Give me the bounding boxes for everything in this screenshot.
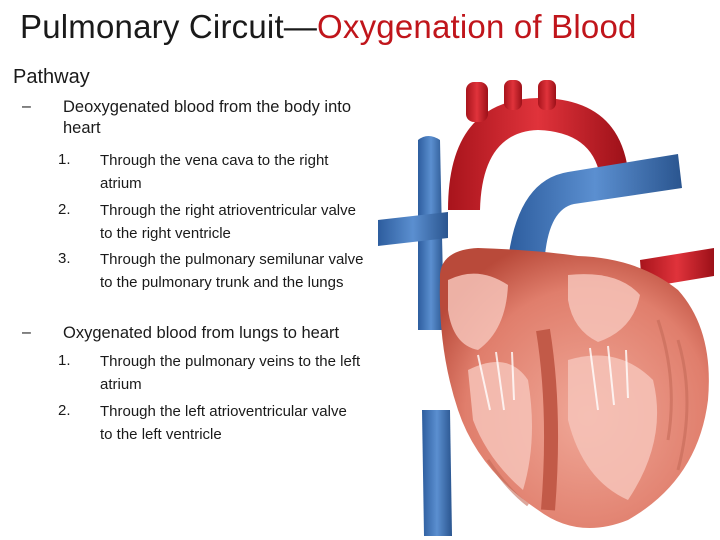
step-number: 1. <box>58 151 71 168</box>
step-number: 3. <box>58 250 71 267</box>
step-text: Through the pulmonary semilunar valve to the pulmonary trunk and the lungs <box>100 251 364 291</box>
aortic-branch <box>538 80 556 110</box>
step-text: Through the right atrioventricular valve to the right ventricle <box>100 202 356 242</box>
pathway-heading: Pathway <box>13 66 90 88</box>
bullet-marker: – <box>22 324 31 341</box>
bullet-oxygenated: Oxygenated blood from lungs to heart <box>63 324 340 342</box>
step-number: 2. <box>58 402 71 419</box>
title-part2: Oxygenation of Blood <box>317 8 637 45</box>
title-separator: — <box>283 8 318 45</box>
step-text: Through the pulmonary veins to the left atrium <box>100 353 361 393</box>
bullet-marker: – <box>22 98 31 115</box>
septum <box>543 330 551 510</box>
title-part1: Pulmonary Circuit <box>20 8 284 45</box>
inferior-vena-cava <box>422 410 452 536</box>
heart-illustration <box>378 80 714 536</box>
bullet-deoxygenated: Deoxygenated blood from the body into heart <box>63 98 352 137</box>
aortic-branch <box>504 80 522 110</box>
step-text: Through the left atrioventricular valve to the left ventricle <box>100 403 347 443</box>
aortic-branch <box>466 82 488 122</box>
step-text: Through the vena cava to the right atrium <box>100 152 329 192</box>
slide-title <box>20 8 637 46</box>
step-number: 1. <box>58 352 71 369</box>
step-number: 2. <box>58 201 71 218</box>
